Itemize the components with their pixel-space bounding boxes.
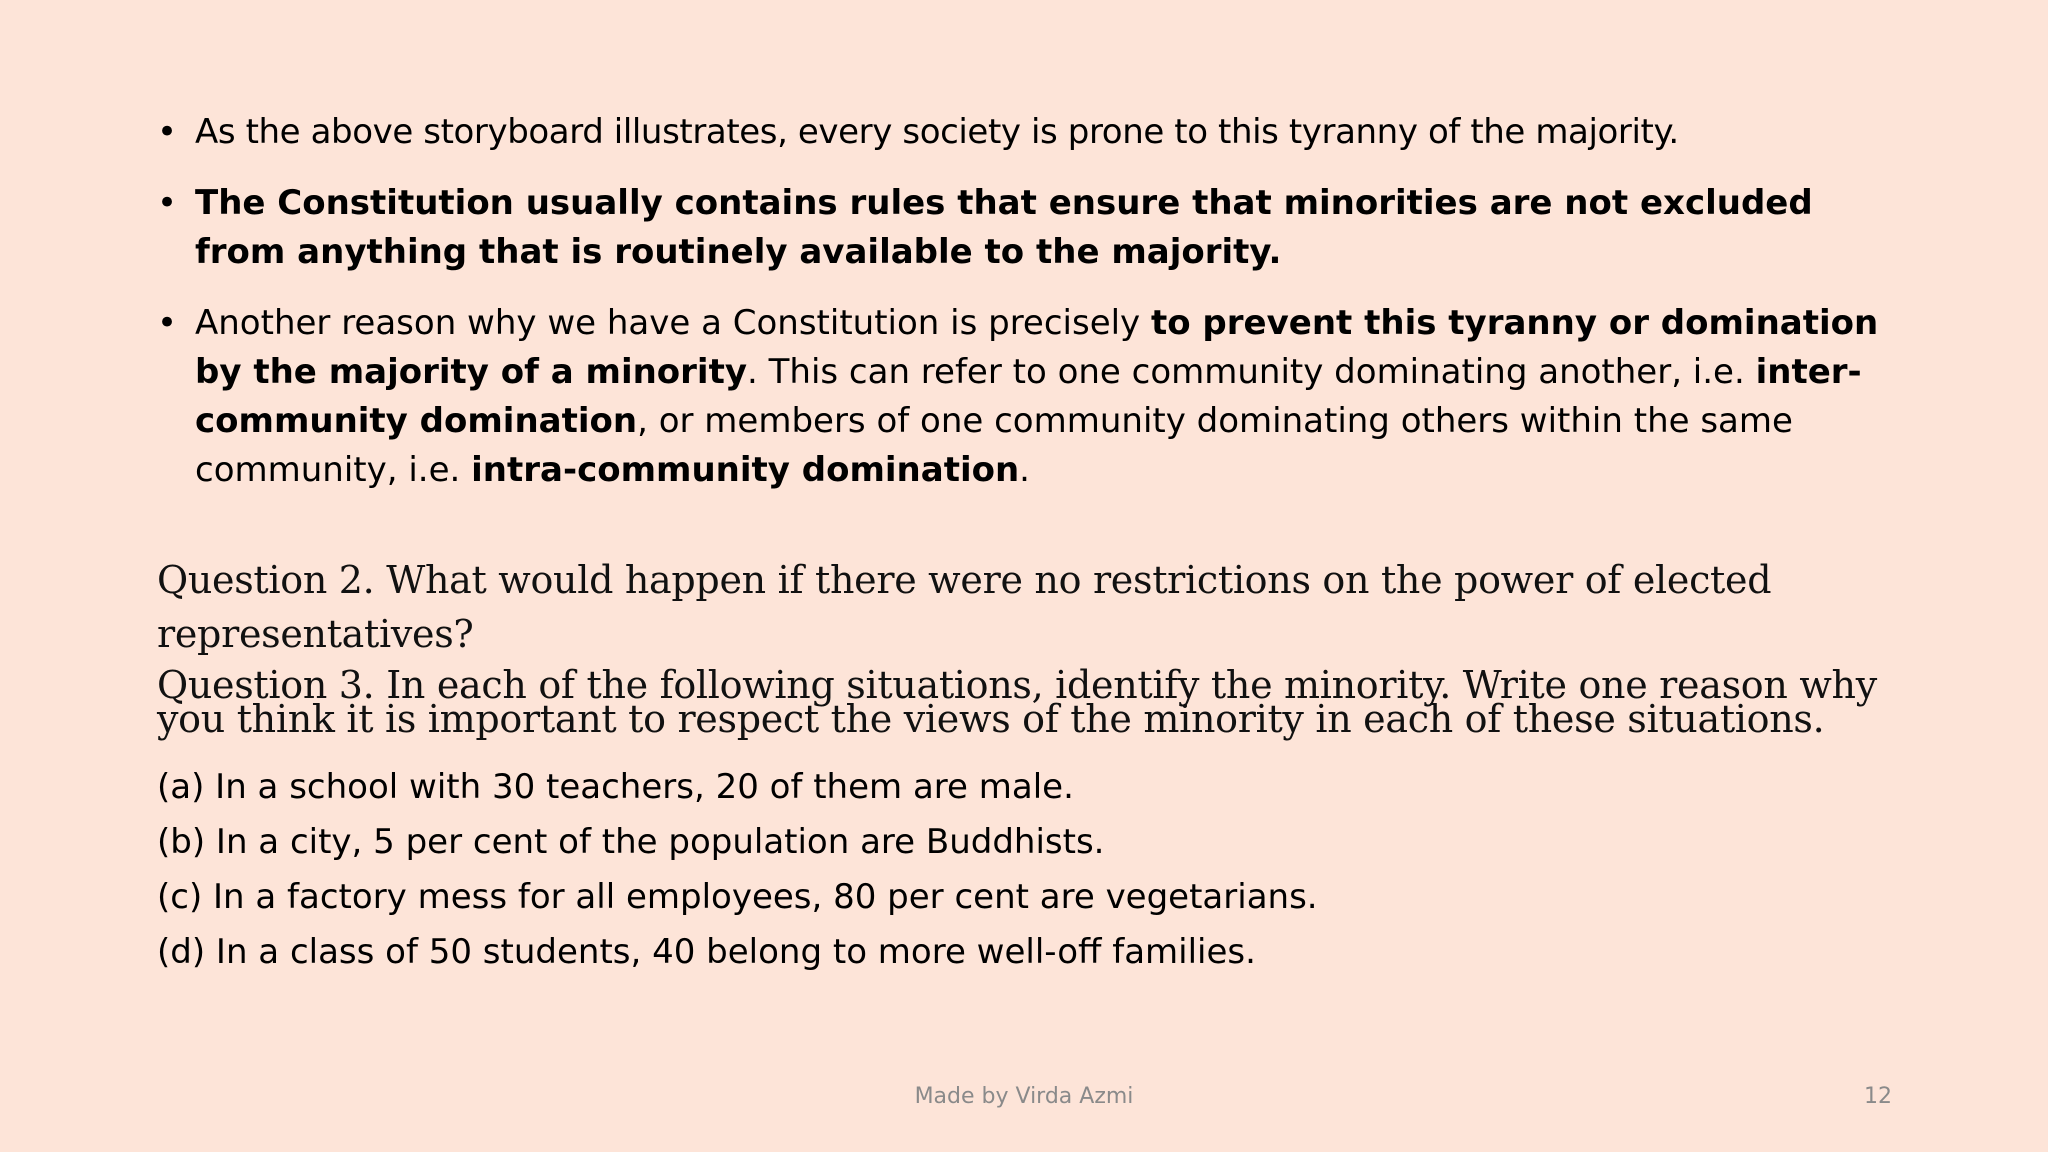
bullet-segment-bold: to prevent this tyranny or domination by the majority of a minority <box>195 303 1879 392</box>
page-number: 12 <box>1864 1084 1892 1109</box>
footer-author: Made by Virda Azmi <box>914 1084 1134 1109</box>
bullet-segment: Another reason why we have a Constitution is precisely <box>195 303 1151 343</box>
bullet-segment-bold: intra-community domination <box>471 450 1020 490</box>
situation-item: (a) In a school with 30 teachers, 20 of them are male. <box>157 767 1074 807</box>
bullet-text <box>195 112 1679 152</box>
bullet-segment-bold: inter-community domination <box>195 352 1862 441</box>
bullet-item <box>157 108 1897 157</box>
bullet-segment: , or members of one community dominating others within the same community, i.e. <box>195 401 1793 490</box>
bullet-item <box>157 299 1897 495</box>
bullet-item <box>157 179 1897 277</box>
bullet-icon: • <box>157 183 178 223</box>
bullet-text <box>195 183 1813 272</box>
bullet-icon: • <box>157 112 177 152</box>
question-3: Question 3. In each of the following situations, identify the minority. Write one reason why you think it is important to respect the views of the minority in each of these situations. <box>157 663 1877 741</box>
bullet-text <box>195 303 1878 490</box>
bullet-list <box>157 108 1897 517</box>
bullet-segment: . <box>1019 450 1030 490</box>
bullet-segment: As the above storyboard illustrates, every society is prone to this tyranny of the majority. <box>195 112 1679 152</box>
bullet-icon: • <box>157 303 178 343</box>
bullet-segment: . This can refer to one community dominating another, i.e. <box>747 352 1756 392</box>
situation-item: (d) In a class of 50 students, 40 belong to more well-off families. <box>157 932 1256 972</box>
situation-item: (c) In a factory mess for all employees, 80 per cent are vegetarians. <box>157 877 1318 917</box>
bullet-segment-bold: The Constitution usually contains rules that ensure that minorities are not excluded from anything that is routinely available to the majority. <box>195 183 1813 272</box>
situation-list <box>157 760 1897 980</box>
situation-item: (b) In a city, 5 per cent of the population are Buddhists. <box>157 822 1105 862</box>
question-2: Question 2. What would happen if there were no restrictions on the power of elected representatives? <box>157 558 1772 656</box>
